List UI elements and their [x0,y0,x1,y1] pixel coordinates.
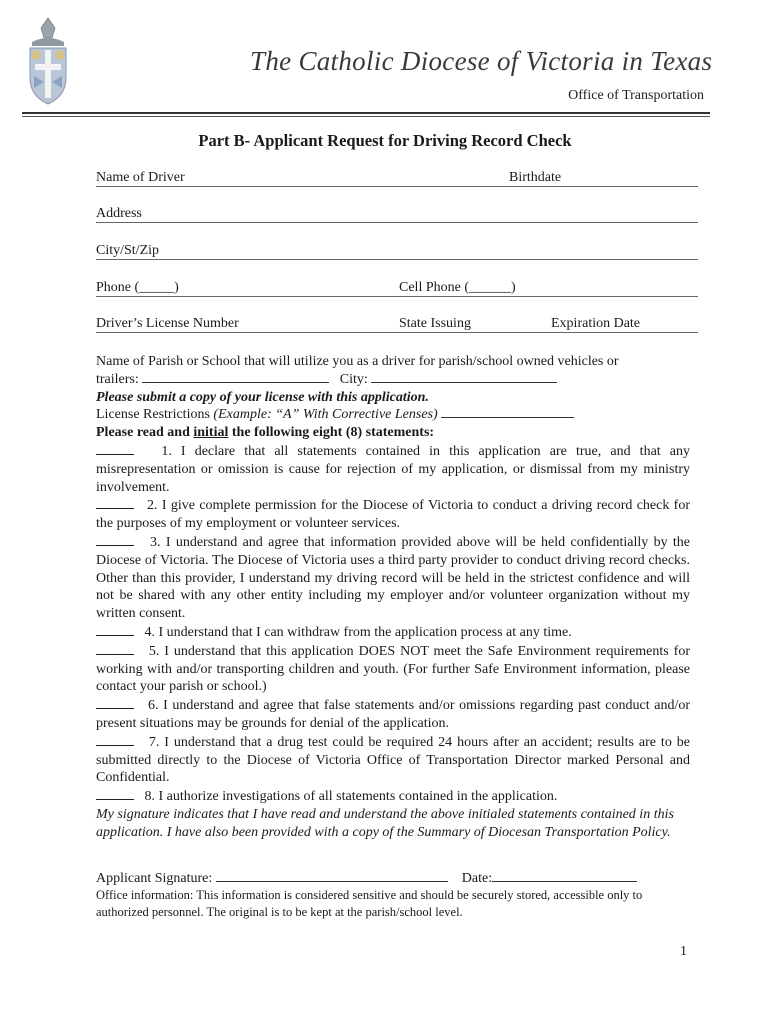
applicant-signature-label: Applicant Signature: [96,871,213,886]
license-restrictions-label: License Restrictions [96,407,210,423]
license-field-line[interactable] [96,332,698,333]
page-number: 1 [680,944,687,959]
statement-item [96,442,690,496]
date-label: Date: [461,871,493,886]
license-restrictions-example: (Example: “A” With Corrective Lenses) [213,407,438,423]
statement-text: 8. I authorize investigations of all statements contained in the application. [144,789,558,805]
initial-blank[interactable] [96,496,134,509]
statement-text: 7. I understand that a drug test could be required 24 hours after an accident; results are to be submitted directly to the Diocese of Victoria Office of Transportation Director marked Personal and Confidential. [96,734,690,786]
name-birthdate-field-line[interactable] [96,186,698,187]
submit-copy-notice: Please submit a copy of your license with this application. [96,389,429,405]
statement-item [96,733,690,787]
statement-item [96,496,690,533]
initial-blank[interactable] [96,642,134,655]
signature-note: My signature indicates that I have read and understand the above initialed statements contained in this application. I have also been provided with a copy of the Summary of Diocesan Transportation Policy. [96,806,674,840]
expiration-date-label: Expiration Date [551,316,641,331]
phone-label: Phone (_____) [96,280,179,295]
parish-name-blank[interactable] [142,382,329,383]
form-title: Part B- Applicant Request for Driving Record Check [198,131,572,150]
initial-blank[interactable] [96,442,134,455]
initial-blank[interactable] [96,696,134,709]
initial-blank[interactable] [96,787,134,800]
cell-phone-label: Cell Phone (______) [399,280,516,295]
city-label: City: [339,371,368,387]
address-label: Address [96,206,142,221]
statement-text: 2. I give complete permission for the Diocese of Victoria to conduct a driving record check for the purposes of my employment or volunteer services. [96,498,691,532]
drivers-license-label: Driver’s License Number [96,316,239,331]
statement-item [96,533,690,623]
applicant-signature-blank[interactable] [216,881,448,882]
statement-item [96,787,690,806]
read-initial-instruction [96,424,690,442]
address-field-line[interactable] [96,222,698,223]
statement-text: 3. I understand and agree that information provided above will be held confidentially by the Diocese of Victoria. The Diocese of Victoria uses a third party provider to conduct driving record checks. Other than this provider, I understand my driving record will be held in the strictest confidence and will not be shared with any other entity including my employer and/or volunteer organization without my written consent. [96,534,691,622]
read-initial-text-a: Please read and [96,425,194,441]
read-initial-text-b: initial [193,425,229,441]
initial-blank[interactable] [96,733,134,746]
date-blank[interactable] [492,881,637,882]
license-restrictions-blank[interactable] [441,417,574,418]
statement-item [96,623,690,642]
statement-list [96,442,690,842]
office-information-note: Office information: This information is considered sensitive and should be securely stored, accessible only to authorized personnel. The original is to be kept at the parish/school level. [96,888,643,919]
signature-line [96,871,637,887]
read-initial-text-c: the following eight (8) statements: [228,425,435,441]
initial-blank[interactable] [96,623,134,636]
statement-text: 4. I understand that I can withdraw from the application process at any time. [144,624,572,640]
statement-text: 6. I understand and agree that false statements and/or omissions regarding past conduct and/or present situations may be grounds for denial of the application. [96,698,690,731]
diocese-crest-logo [22,16,74,106]
statement-text: 1. I declare that all statements contained in this application are true, and that any misrepresentation or omission is cause for rejection of my application, or dismissal from my ministry involvement. [96,444,691,495]
parish-question: Name of Parish or School that will utilize you as a driver for parish/school owned vehicles or [96,354,619,369]
trailers-label: trailers: [96,371,139,387]
license-restrictions-line [96,406,690,424]
name-of-driver-label: Name of Driver [96,170,185,185]
header-divider-thin [22,116,710,117]
parish-city-blank[interactable] [371,382,557,383]
trailers-line [96,371,690,389]
statement-item [96,642,690,696]
organization-title: The Catholic Diocese of Victoria in Texas [250,46,713,76]
city-st-zip-label: City/St/Zip [96,243,160,258]
city-st-zip-field-line[interactable] [96,259,698,260]
office-name: Office of Transportation [568,88,704,103]
parish-block [96,353,690,442]
initial-blank[interactable] [96,533,134,546]
header-divider [22,112,710,114]
statement-item [96,696,690,733]
statement-text: 5. I understand that this application DOES NOT meet the Safe Environment requirements for working with and/or transporting children and youth. (For further Safe Environment information, please contact your parish or school.) [96,643,691,695]
phone-field-line[interactable] [96,296,698,297]
birthdate-label: Birthdate [509,170,562,185]
state-issuing-label: State Issuing [399,316,471,331]
